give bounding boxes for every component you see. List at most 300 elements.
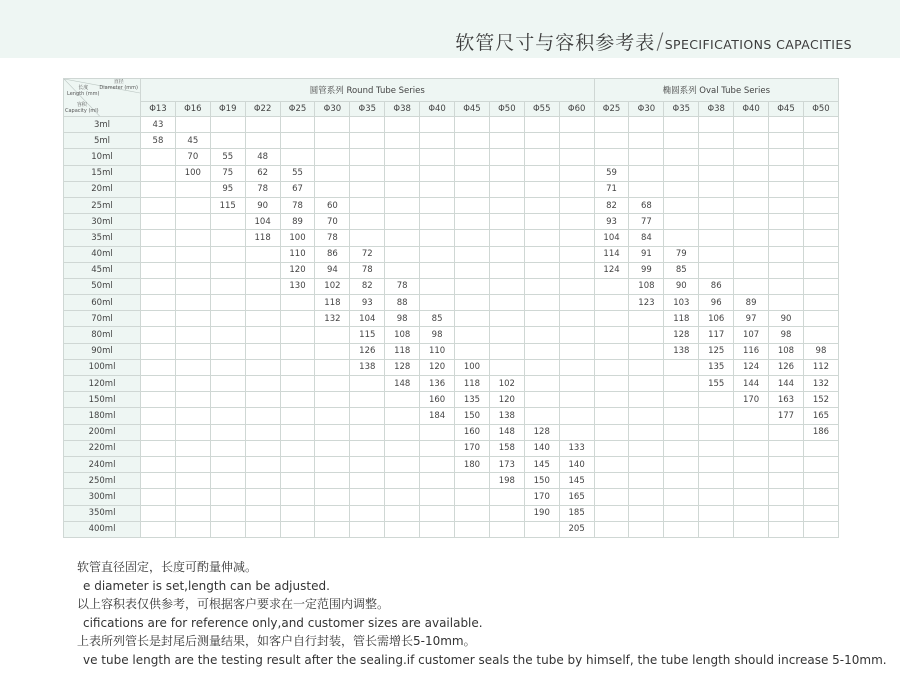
oval-length-cell xyxy=(734,230,769,246)
oval-length-cell: 79 xyxy=(664,246,699,262)
round-length-cell xyxy=(524,181,559,197)
oval-length-cell: 108 xyxy=(769,343,804,359)
oval-length-cell xyxy=(803,473,838,489)
oval-length-cell xyxy=(664,376,699,392)
round-length-cell xyxy=(420,117,455,133)
round-diameter-header: Φ16 xyxy=(175,102,210,117)
round-length-cell: 128 xyxy=(385,359,420,375)
oval-length-cell: 104 xyxy=(594,230,629,246)
round-length-cell xyxy=(210,262,245,278)
oval-length-cell xyxy=(734,197,769,213)
round-length-cell xyxy=(210,246,245,262)
round-length-cell xyxy=(245,278,280,294)
oval-length-cell xyxy=(769,278,804,294)
round-diameter-header: Φ13 xyxy=(141,102,176,117)
round-length-cell: 78 xyxy=(385,278,420,294)
round-length-cell xyxy=(210,424,245,440)
oval-length-cell xyxy=(594,359,629,375)
round-diameter-header: Φ35 xyxy=(350,102,385,117)
capacity-cell: 250ml xyxy=(64,473,141,489)
round-length-cell xyxy=(175,440,210,456)
oval-length-cell: 86 xyxy=(699,278,734,294)
oval-length-cell xyxy=(699,149,734,165)
table-row xyxy=(64,230,839,246)
round-length-cell xyxy=(175,408,210,424)
round-length-cell: 90 xyxy=(245,197,280,213)
round-length-cell xyxy=(385,424,420,440)
round-diameter-header: Φ25 xyxy=(280,102,315,117)
round-length-cell xyxy=(489,165,524,181)
oval-length-cell xyxy=(594,408,629,424)
round-length-cell xyxy=(455,246,490,262)
round-length-cell xyxy=(420,246,455,262)
round-length-cell: 120 xyxy=(280,262,315,278)
round-length-cell: 160 xyxy=(420,392,455,408)
round-length-cell xyxy=(455,181,490,197)
capacity-cell: 40ml xyxy=(64,246,141,262)
round-length-cell: 67 xyxy=(280,181,315,197)
round-length-cell xyxy=(280,149,315,165)
round-length-cell xyxy=(455,489,490,505)
round-length-cell: 145 xyxy=(524,456,559,472)
round-length-cell xyxy=(489,311,524,327)
round-length-cell: 148 xyxy=(489,424,524,440)
oval-length-cell: 155 xyxy=(699,376,734,392)
round-length-cell xyxy=(245,392,280,408)
round-length-cell xyxy=(245,440,280,456)
capacity-cell: 90ml xyxy=(64,343,141,359)
capacity-cell: 50ml xyxy=(64,278,141,294)
round-length-cell xyxy=(245,521,280,537)
round-length-cell: 140 xyxy=(559,456,594,472)
oval-length-cell xyxy=(594,456,629,472)
round-length-cell xyxy=(141,456,176,472)
oval-diameter-header: Φ40 xyxy=(734,102,769,117)
table-row xyxy=(64,295,839,311)
oval-length-cell xyxy=(629,473,664,489)
oval-length-cell xyxy=(594,311,629,327)
capacity-cell: 45ml xyxy=(64,262,141,278)
oval-length-cell xyxy=(803,246,838,262)
oval-length-cell xyxy=(629,505,664,521)
oval-length-cell xyxy=(769,197,804,213)
round-length-cell xyxy=(141,505,176,521)
table-row xyxy=(64,197,839,213)
round-length-cell: 98 xyxy=(385,311,420,327)
oval-length-cell xyxy=(734,408,769,424)
round-length-cell xyxy=(141,262,176,278)
round-length-cell: 78 xyxy=(315,230,350,246)
round-length-cell xyxy=(420,149,455,165)
round-length-cell: 78 xyxy=(245,181,280,197)
round-length-cell xyxy=(420,181,455,197)
round-length-cell xyxy=(210,295,245,311)
round-length-cell xyxy=(141,165,176,181)
round-length-cell xyxy=(315,473,350,489)
oval-length-cell xyxy=(734,262,769,278)
round-length-cell xyxy=(385,214,420,230)
oval-length-cell xyxy=(594,149,629,165)
round-length-cell xyxy=(141,473,176,489)
oval-length-cell xyxy=(664,408,699,424)
round-length-cell xyxy=(455,521,490,537)
oval-length-cell: 170 xyxy=(734,392,769,408)
note-line: cifications are for reference only,and customer sizes are available. xyxy=(83,615,483,630)
table-row xyxy=(64,246,839,262)
round-length-cell xyxy=(141,327,176,343)
round-length-cell: 118 xyxy=(245,230,280,246)
oval-length-cell xyxy=(734,165,769,181)
round-length-cell xyxy=(175,214,210,230)
round-length-cell xyxy=(315,181,350,197)
round-length-cell: 185 xyxy=(559,505,594,521)
round-length-cell xyxy=(350,117,385,133)
oval-length-cell xyxy=(629,181,664,197)
oval-length-cell xyxy=(734,456,769,472)
round-length-cell: 62 xyxy=(245,165,280,181)
round-length-cell xyxy=(489,149,524,165)
round-length-cell xyxy=(280,489,315,505)
round-length-cell xyxy=(350,505,385,521)
round-length-cell xyxy=(175,424,210,440)
round-length-cell xyxy=(280,133,315,149)
oval-length-cell xyxy=(803,489,838,505)
round-length-cell xyxy=(559,327,594,343)
oval-length-cell: 103 xyxy=(664,295,699,311)
oval-length-cell xyxy=(629,440,664,456)
round-length-cell xyxy=(420,262,455,278)
oval-length-cell: 68 xyxy=(629,197,664,213)
round-length-cell xyxy=(141,359,176,375)
round-length-cell xyxy=(280,440,315,456)
oval-diameter-header: Φ35 xyxy=(664,102,699,117)
round-length-cell xyxy=(455,149,490,165)
round-length-cell xyxy=(280,343,315,359)
round-length-cell xyxy=(141,489,176,505)
round-length-cell xyxy=(210,505,245,521)
round-length-cell: 205 xyxy=(559,521,594,537)
oval-length-cell: 177 xyxy=(769,408,804,424)
oval-length-cell xyxy=(734,181,769,197)
round-length-cell xyxy=(455,343,490,359)
round-length-cell xyxy=(385,505,420,521)
oval-length-cell xyxy=(734,440,769,456)
round-length-cell xyxy=(280,359,315,375)
table-row xyxy=(64,489,839,505)
round-length-cell xyxy=(524,262,559,278)
round-length-cell xyxy=(524,295,559,311)
round-length-cell xyxy=(315,521,350,537)
oval-length-cell xyxy=(699,133,734,149)
round-length-cell: 180 xyxy=(455,456,490,472)
round-length-cell xyxy=(175,489,210,505)
round-length-cell: 138 xyxy=(350,359,385,375)
round-length-cell xyxy=(455,473,490,489)
oval-length-cell xyxy=(769,133,804,149)
round-length-cell xyxy=(350,197,385,213)
round-length-cell xyxy=(489,246,524,262)
round-length-cell xyxy=(489,343,524,359)
oval-length-cell: 138 xyxy=(664,343,699,359)
round-length-cell xyxy=(524,117,559,133)
round-length-cell xyxy=(455,230,490,246)
round-length-cell xyxy=(489,278,524,294)
oval-length-cell xyxy=(664,214,699,230)
round-length-cell xyxy=(210,133,245,149)
round-length-cell: 55 xyxy=(280,165,315,181)
oval-length-cell xyxy=(699,214,734,230)
round-length-cell: 45 xyxy=(175,133,210,149)
round-length-cell xyxy=(175,327,210,343)
oval-length-cell xyxy=(664,165,699,181)
round-length-cell: 82 xyxy=(350,278,385,294)
round-length-cell: 43 xyxy=(141,117,176,133)
oval-length-cell: 118 xyxy=(664,311,699,327)
oval-length-cell xyxy=(734,424,769,440)
round-length-cell xyxy=(385,246,420,262)
round-length-cell xyxy=(245,327,280,343)
table-row xyxy=(64,473,839,489)
round-length-cell xyxy=(559,214,594,230)
oval-length-cell xyxy=(699,424,734,440)
round-length-cell xyxy=(315,327,350,343)
round-length-cell: 132 xyxy=(315,311,350,327)
round-length-cell xyxy=(350,424,385,440)
round-length-cell: 100 xyxy=(280,230,315,246)
round-length-cell xyxy=(385,149,420,165)
oval-length-cell xyxy=(664,440,699,456)
round-length-cell xyxy=(210,359,245,375)
round-length-cell xyxy=(315,424,350,440)
round-length-cell xyxy=(245,359,280,375)
oval-length-cell xyxy=(594,473,629,489)
round-length-cell xyxy=(210,440,245,456)
round-length-cell xyxy=(524,214,559,230)
round-length-cell xyxy=(315,505,350,521)
round-length-cell: 170 xyxy=(524,489,559,505)
oval-length-cell: 124 xyxy=(594,262,629,278)
round-length-cell xyxy=(524,149,559,165)
round-length-cell xyxy=(280,376,315,392)
round-length-cell xyxy=(524,246,559,262)
round-length-cell xyxy=(524,392,559,408)
oval-length-cell: 90 xyxy=(664,278,699,294)
oval-length-cell xyxy=(803,214,838,230)
round-length-cell xyxy=(420,521,455,537)
round-length-cell: 145 xyxy=(559,473,594,489)
round-length-cell xyxy=(385,133,420,149)
oval-length-cell xyxy=(769,473,804,489)
oval-length-cell xyxy=(803,521,838,537)
oval-length-cell xyxy=(699,505,734,521)
round-length-cell xyxy=(175,359,210,375)
oval-length-cell: 135 xyxy=(699,359,734,375)
round-length-cell xyxy=(385,408,420,424)
round-diameter-header: Φ40 xyxy=(420,102,455,117)
oval-length-cell xyxy=(594,521,629,537)
oval-length-cell: 112 xyxy=(803,359,838,375)
oval-length-cell: 84 xyxy=(629,230,664,246)
round-length-cell xyxy=(385,181,420,197)
oval-length-cell xyxy=(699,521,734,537)
round-length-cell: 78 xyxy=(280,197,315,213)
round-length-cell: 88 xyxy=(385,295,420,311)
oval-length-cell xyxy=(803,327,838,343)
table-row xyxy=(64,278,839,294)
round-length-cell: 118 xyxy=(315,295,350,311)
round-length-cell xyxy=(175,392,210,408)
diameter-label: 直径 Diameter (mm) xyxy=(99,79,138,91)
round-length-cell xyxy=(141,408,176,424)
capacity-cell: 25ml xyxy=(64,197,141,213)
oval-length-cell xyxy=(664,424,699,440)
oval-length-cell: 106 xyxy=(699,311,734,327)
round-length-cell: 150 xyxy=(524,473,559,489)
oval-length-cell xyxy=(629,521,664,537)
round-length-cell: 158 xyxy=(489,440,524,456)
oval-length-cell xyxy=(629,424,664,440)
oval-length-cell xyxy=(664,181,699,197)
oval-length-cell xyxy=(629,149,664,165)
round-length-cell xyxy=(175,505,210,521)
length-label: 长度 Length (mm) xyxy=(67,85,100,97)
round-length-cell xyxy=(175,181,210,197)
round-length-cell xyxy=(141,424,176,440)
round-length-cell xyxy=(280,424,315,440)
oval-length-cell xyxy=(699,246,734,262)
round-length-cell xyxy=(385,392,420,408)
round-length-cell xyxy=(420,214,455,230)
capacity-cell: 240ml xyxy=(64,456,141,472)
round-length-cell: 75 xyxy=(210,165,245,181)
oval-length-cell xyxy=(629,408,664,424)
round-length-cell xyxy=(175,197,210,213)
oval-length-cell xyxy=(734,117,769,133)
round-length-cell xyxy=(210,117,245,133)
round-length-cell xyxy=(350,230,385,246)
round-length-cell xyxy=(385,440,420,456)
oval-length-cell xyxy=(594,117,629,133)
note-line: 软管直径固定，长度可酌量伸减。 xyxy=(77,560,258,574)
round-length-cell xyxy=(141,181,176,197)
oval-length-cell xyxy=(629,327,664,343)
round-length-cell xyxy=(350,133,385,149)
oval-length-cell xyxy=(769,149,804,165)
round-length-cell xyxy=(559,408,594,424)
round-length-cell xyxy=(524,133,559,149)
table-row xyxy=(64,440,839,456)
round-length-cell xyxy=(420,230,455,246)
round-length-cell xyxy=(315,440,350,456)
round-length-cell: 58 xyxy=(141,133,176,149)
round-length-cell xyxy=(559,133,594,149)
round-length-cell xyxy=(245,489,280,505)
round-length-cell: 100 xyxy=(455,359,490,375)
round-length-cell xyxy=(524,311,559,327)
oval-length-cell: 186 xyxy=(803,424,838,440)
round-length-cell xyxy=(315,165,350,181)
header-band xyxy=(0,0,900,58)
round-length-cell xyxy=(280,505,315,521)
table-row xyxy=(64,214,839,230)
oval-length-cell xyxy=(803,295,838,311)
round-length-cell: 138 xyxy=(489,408,524,424)
round-length-cell xyxy=(280,327,315,343)
round-length-cell: 150 xyxy=(455,408,490,424)
round-length-cell xyxy=(280,473,315,489)
oval-length-cell: 152 xyxy=(803,392,838,408)
round-length-cell xyxy=(315,456,350,472)
round-diameter-header: Φ19 xyxy=(210,102,245,117)
round-length-cell xyxy=(420,440,455,456)
round-length-cell: 115 xyxy=(350,327,385,343)
oval-length-cell: 128 xyxy=(664,327,699,343)
corner-header-cell xyxy=(64,79,141,117)
oval-length-cell xyxy=(803,440,838,456)
round-length-cell xyxy=(210,408,245,424)
round-length-cell xyxy=(489,133,524,149)
round-length-cell xyxy=(489,262,524,278)
round-length-cell: 89 xyxy=(280,214,315,230)
oval-length-cell xyxy=(629,359,664,375)
round-length-cell: 102 xyxy=(315,278,350,294)
oval-length-cell: 108 xyxy=(629,278,664,294)
oval-length-cell xyxy=(594,376,629,392)
oval-length-cell: 123 xyxy=(629,295,664,311)
round-length-cell xyxy=(175,376,210,392)
oval-series-header: 椭圆系列 Oval Tube Series xyxy=(594,79,838,102)
round-length-cell: 120 xyxy=(420,359,455,375)
round-length-cell xyxy=(350,456,385,472)
oval-length-cell xyxy=(629,311,664,327)
round-length-cell xyxy=(455,262,490,278)
capacity-cell: 60ml xyxy=(64,295,141,311)
round-length-cell xyxy=(489,505,524,521)
oval-length-cell xyxy=(629,343,664,359)
round-length-cell xyxy=(559,295,594,311)
round-length-cell xyxy=(559,262,594,278)
oval-length-cell xyxy=(664,149,699,165)
oval-length-cell xyxy=(734,473,769,489)
round-length-cell xyxy=(559,392,594,408)
page-title xyxy=(455,28,852,55)
round-length-cell: 94 xyxy=(315,262,350,278)
round-length-cell xyxy=(420,456,455,472)
round-length-cell xyxy=(350,521,385,537)
oval-length-cell xyxy=(629,376,664,392)
round-length-cell xyxy=(141,278,176,294)
oval-length-cell: 99 xyxy=(629,262,664,278)
oval-length-cell: 117 xyxy=(699,327,734,343)
table-row xyxy=(64,392,839,408)
round-length-cell xyxy=(420,133,455,149)
oval-length-cell xyxy=(769,181,804,197)
round-length-cell: 86 xyxy=(315,246,350,262)
round-length-cell xyxy=(141,343,176,359)
oval-length-cell xyxy=(664,197,699,213)
round-length-cell xyxy=(315,376,350,392)
round-length-cell xyxy=(245,133,280,149)
round-length-cell: 78 xyxy=(350,262,385,278)
oval-length-cell: 132 xyxy=(803,376,838,392)
round-length-cell xyxy=(315,133,350,149)
oval-diameter-header: Φ25 xyxy=(594,102,629,117)
oval-length-cell xyxy=(769,521,804,537)
capacity-cell: 300ml xyxy=(64,489,141,505)
oval-length-cell xyxy=(629,489,664,505)
round-diameter-header: Φ45 xyxy=(455,102,490,117)
capacity-cell: 220ml xyxy=(64,440,141,456)
